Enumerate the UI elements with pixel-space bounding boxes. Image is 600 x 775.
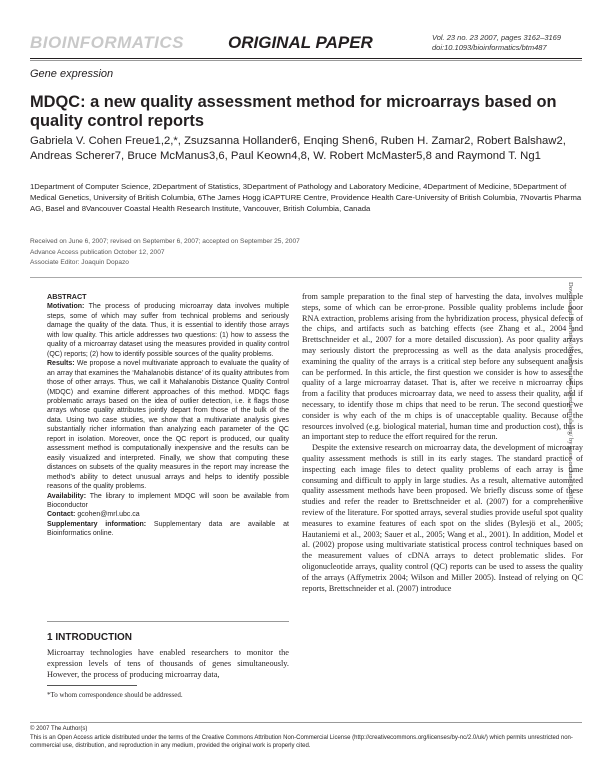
- abstract-availability: [47, 492, 289, 511]
- header-rule: [30, 58, 582, 59]
- download-watermark: Downloaded from http://bioinformatics.oxfordjournals.org/ by guest on June 3, 2013: [567, 282, 574, 503]
- availability-text: The library to implement MDQC will soon be available from Bioconductor: [47, 492, 289, 509]
- paper-title: MDQC: a new quality assessment method for microarrays based on quality control reports: [30, 93, 557, 130]
- intro-text: Microarray technologies have enabled researchers to monitor the expression levels of tens of thousands of genes simultaneously. However, the process of producing microarray data,: [47, 648, 289, 679]
- abstract-motivation: [47, 302, 289, 359]
- affiliations: 1Department of Computer Science, 2Department of Statistics, 3Department of Pathology and Laboratory Medicine, 4Department of Medicine, 5Department of Medical Genetics, University of British Columbia, 6The James Hogg iCAPTURE Centre, Providence Health Care-University of British Columbia, 7Novartis Pharma AG, Basel and 8Vancouver Coastal Health Research Institute, Vancouver, British Columbia, Canada: [30, 182, 582, 213]
- motivation-label: Motivation:: [47, 303, 85, 311]
- results-text: We propose a novel multivariate approach to evaluate the quality of an array that examines the ‘Mahalanobis distance’ of its quality attributes from those of other arrays. Thus, we call it Mahalanobis Distance Quality Control (MDQC) and examine different approaches of this method. MDQC flags problematic arrays based on the idea of outlier detection, i.e. it flags those arrays whose quality attributes jointly depart from those of the bulk of the data. Using two case studies, we show that a multivariate analysis gives substantially richer information than analyzing each parameter of the QC report in isolation. Moreover, once the QC report is produced, our quality assessment method is computationally inexpensive and the results can be easily visualized and interpreted. Finally, we show that computing these distances on subsets of the quality measures in the report may increase the method’s ability to detect unusual arrays and helps to identify possible reasons of the quality problems.: [47, 360, 289, 491]
- license-text: This is an Open Access article distributed under the terms of the Creative Commons Attribution Non-Commercial License (http://creativecommons.org/licenses/by-nc/2.0/uk/) which permits unrestricted non-commercial use, distribution, and reproduction in any medium, provided the original work is properly cited.: [30, 735, 573, 749]
- body-paragraph: Despite the extensive research on microarray data, the development of microarray quality assessment methods is still in its early stages. The standard practice of inspecting each image files to detect quality problems of each array is time consuming and difficult to apply in large studies. As a result, alternative automated quality assessment methods have been proposed. We briefly discuss some of these studies and refer the reader to Brettschneider et al. (2007) for a comprehensive review of the literature. For spotted arrays, several studies provide useful spot quality measures to examine features of each spot on the slides (Bylesjö et al., 2005; Hautaniemi et al., 2003; Sauer et al., 2005; Wang et al., 2001). In addition, Model et al. (2002) propose using multivariate statistical process control techniques based on the measurement values of cDNA arrays to detect problematic slides. For oligonucleotide arrays, quality control (QC) reports can be used to assess the quality of the arrays (Affymetrix 2004; Wilson and Miller 2005). Instead of relying on QC reports, Brettschneider et al. (2007) introduce: [302, 443, 583, 593]
- abstract-results: [47, 359, 289, 491]
- correspondence-footnote: *To whom correspondence should be addressed.: [47, 691, 183, 699]
- copyright-notice: © 2007 The Author(s): [30, 726, 88, 732]
- footnote-rule: [47, 685, 137, 686]
- abstract-heading: ABSTRACT: [47, 292, 87, 301]
- received-dates: Received on June 6, 2007; revised on September 6, 2007; accepted on September 25, 2007: [30, 238, 300, 245]
- section-label: Gene expression: [30, 68, 114, 80]
- contact-email[interactable]: gcohen@mrl.ubc.ca: [77, 511, 140, 519]
- results-label: Results:: [47, 360, 75, 368]
- header-rule-thin: [30, 60, 582, 61]
- availability-label: Availability:: [47, 492, 87, 500]
- abstract-block: [47, 292, 289, 539]
- author-list: Gabriela V. Cohen Freue1,2,*, Zsuzsanna Hollander6, Enqing Shen6, Ruben H. Zamar2, Robert Balshaw2, Andreas Scherer7, Bruce McManus3,6, Paul Keown4,8, W. Robert McMaster5,8 and Raymond T. Ng1: [30, 135, 566, 162]
- supp-label: Supplementary information:: [47, 520, 147, 528]
- contact-label: Contact:: [47, 511, 76, 519]
- intro-heading: 1 INTRODUCTION: [47, 632, 132, 643]
- supp-text: Supplementary data are available at Bioinformatics online.: [47, 520, 289, 538]
- paper-type: ORIGINAL PAPER: [228, 33, 373, 52]
- advance-access: Advance Access publication October 12, 2007: [30, 249, 165, 256]
- body-right-column: [302, 292, 583, 594]
- header-divider: [30, 277, 582, 278]
- abstract-contact: [47, 510, 289, 519]
- journal-name: BIOINFORMATICS: [30, 33, 185, 52]
- citation-doi: doi:10.1093/bioinformatics/btm487: [432, 43, 547, 52]
- publication-dates: [30, 236, 582, 258]
- citation-info: [432, 33, 582, 53]
- abstract-rule: [47, 621, 289, 622]
- body-paragraph: from sample preparation to the final step of harvesting the data, involves multiple steps, some of which can be error-prone. Possible quality problems include poor RNA extraction, problems arising from the hybridization process, physical defects of the chips, and artifacts such as batching effects (see Zhang et al., 2004 and Brettschneider et al., 2007 for a more detailed discussion). As poor quality arrays may seriously distort the preprocessing as well as the data analysis procedures, examining the quality of the arrays is a critical step before any subsequent analysis can be performed. In this article, the first question we consider is how to assess the quality of a large microarray dataset. That is, after we receive n microarray chips from a facility that produces microarray data, we need to assess their quality, and if necessary, to identify those m chips that need to be rerun. The second question we consider is why each of the m chips is of unacceptable quality. Because of the resources involved (e.g. biological material, human time and production cost), this is an important step to reduce the effort required for the rerun.: [302, 292, 583, 442]
- associate-editor: Associate Editor: Joaquin Dopazo: [30, 259, 129, 266]
- abstract-supplementary: [47, 520, 289, 539]
- motivation-text: The process of producing microarray data involves multiple steps, some of which may suffer from technical problems and seriously damage the quality of the data. Thus, it is essential to identify those arrays with low quality. This article addresses two questions: (1) how to assess the quality of a microarray dataset using the measures provided in quality control (QC) reports; (2) how to identify possible sources of the quality problems.: [47, 303, 289, 358]
- footer-rule: [30, 722, 582, 723]
- citation-volume: Vol. 23 no. 23 2007, pages 3162–3169: [432, 33, 562, 42]
